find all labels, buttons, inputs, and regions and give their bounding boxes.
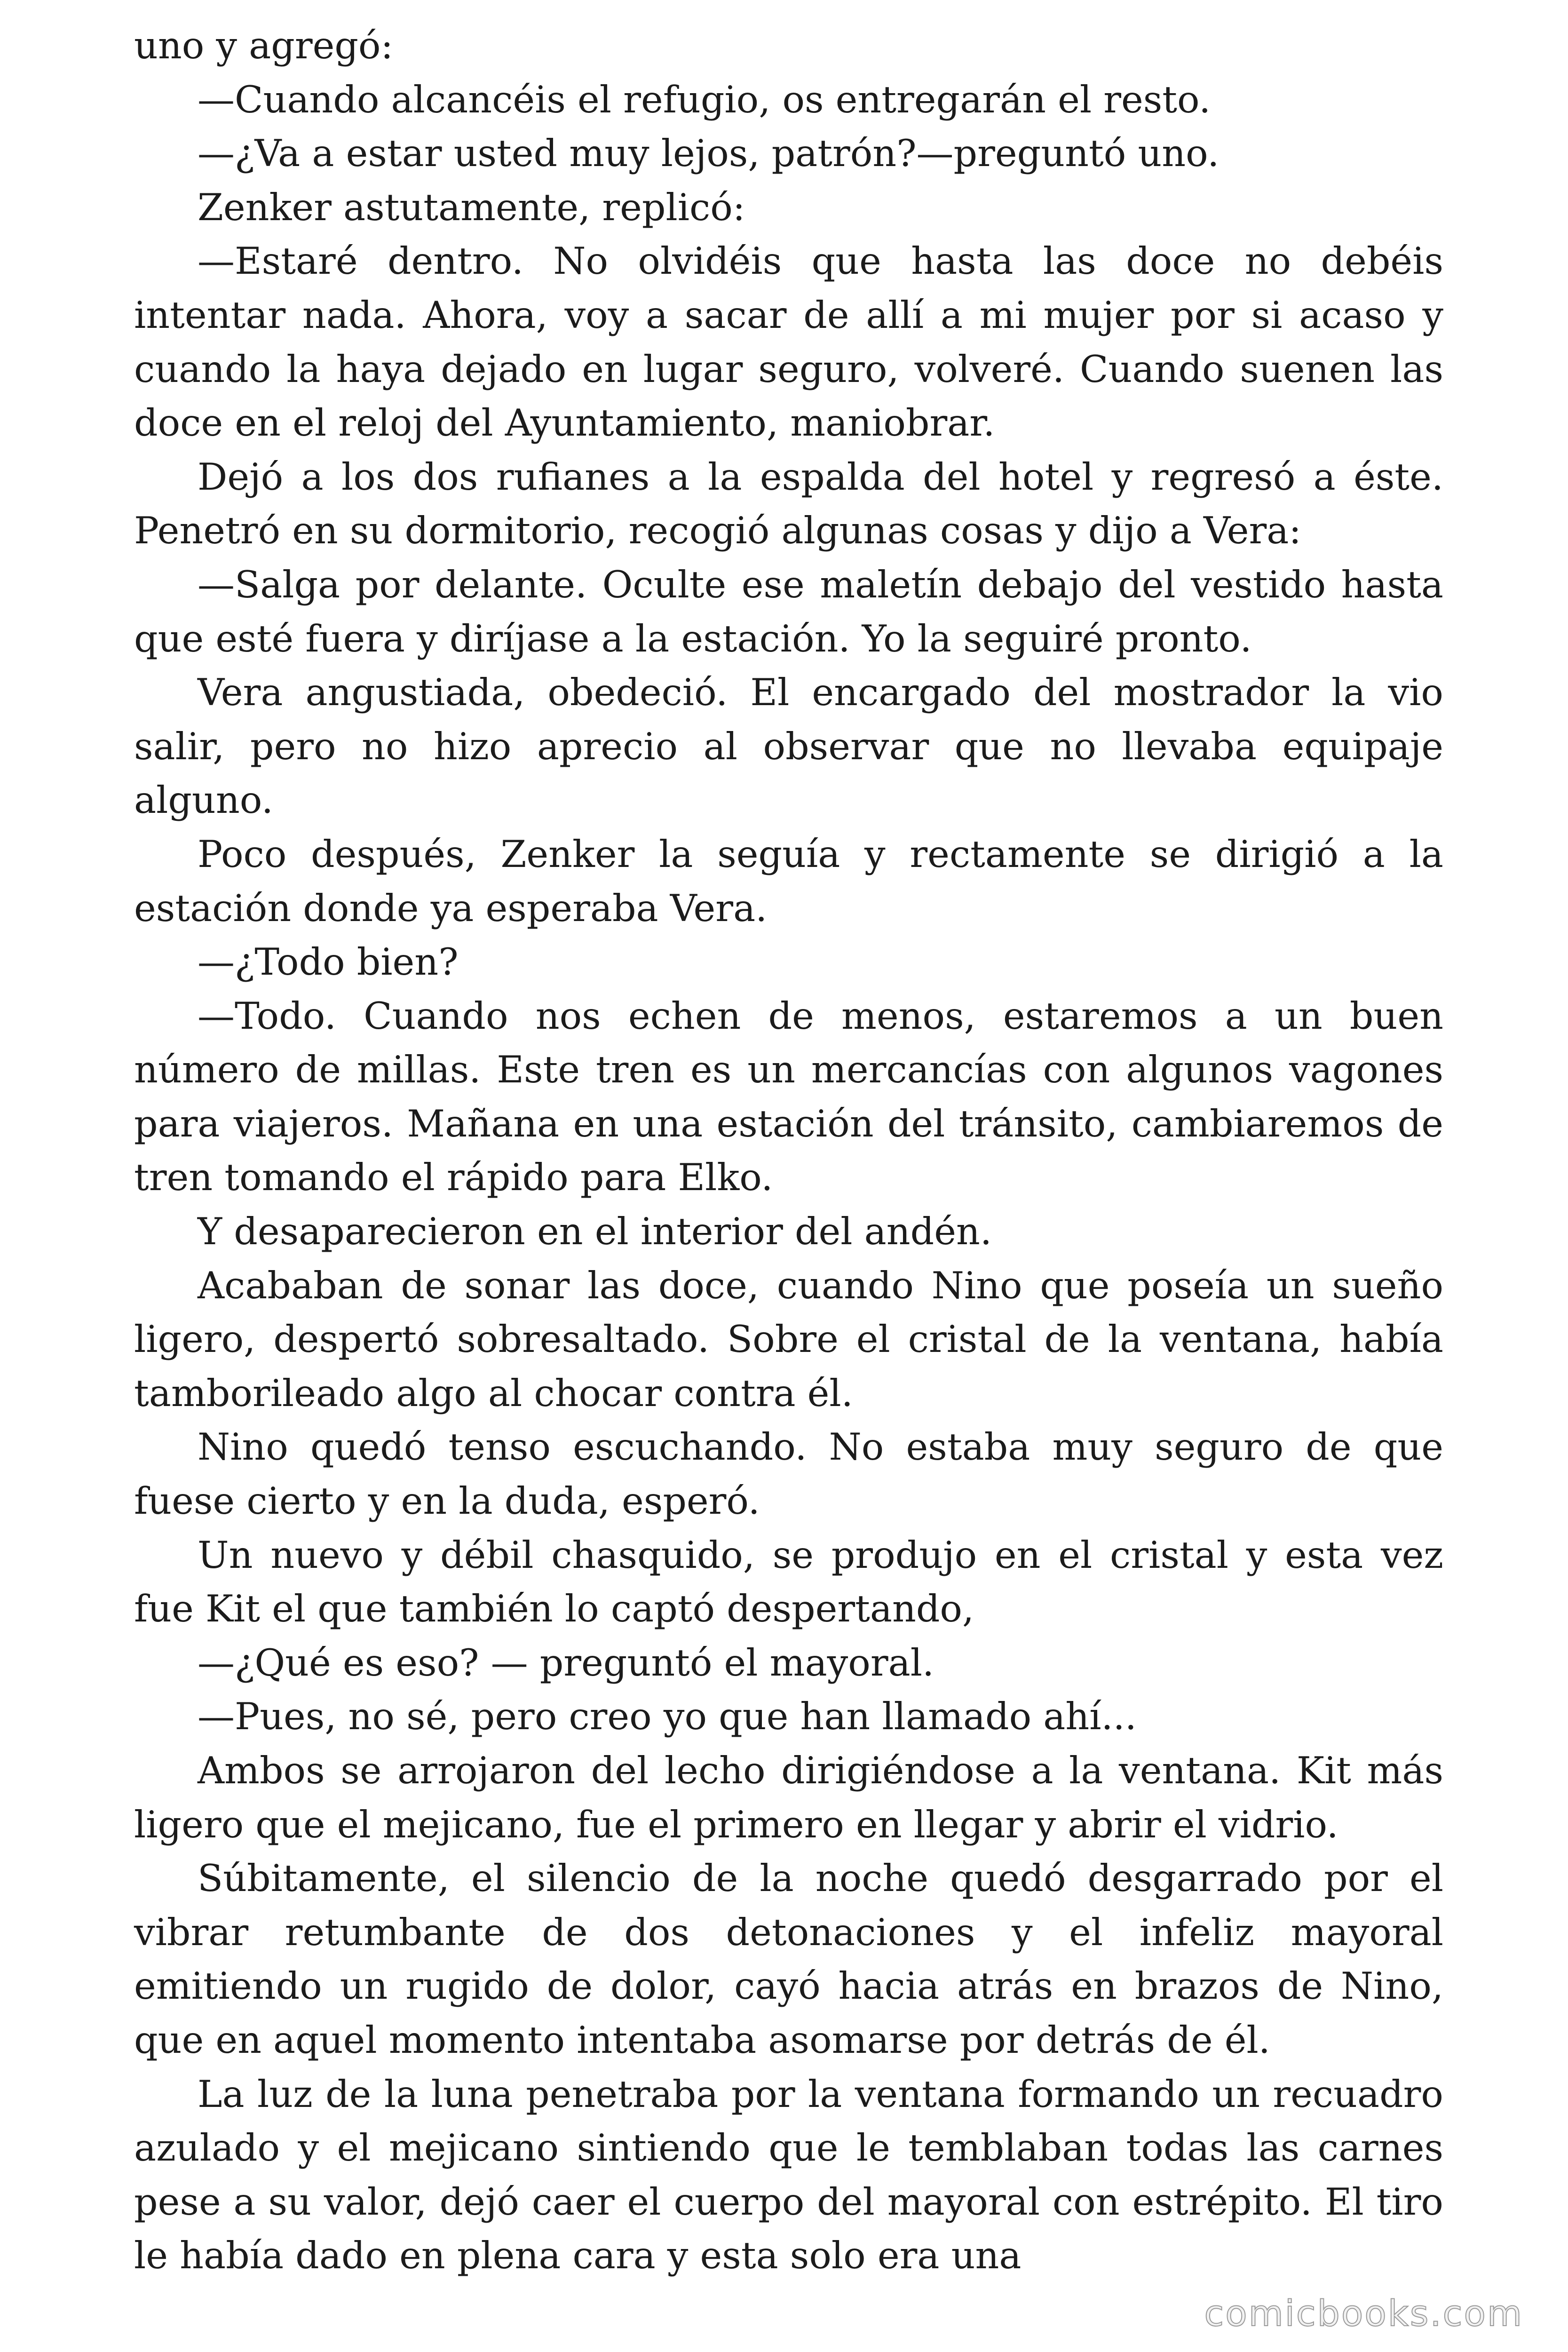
paragraph: —Pues, no sé, pero creo yo que han llamado ahí... [198,1695,1137,1739]
paragraph: —¿Va a estar usted muy lejos, patrón?—preguntó uno. [198,132,1220,175]
paragraph: Poco después, Zenker la seguía y rectamente se dirigió a la estación donde ya esperaba Vera. [134,832,1443,930]
paragraph: La luz de la luna penetraba por la ventana formando un recuadro azulado y el mejicano sintiendo que le temblaban todas las carnes pese a su valor, dejó caer el cuerpo del mayoral con estrépito. El tiro le había dado en plena cara y esta solo era una [134,2072,1443,2278]
paragraph: —¿Todo bien? [198,940,459,984]
paragraph: —Cuando alcancéis el refugio, os entregarán el resto. [198,78,1211,121]
paragraph: —Estaré dentro. No olvidéis que hasta las doce no debéis intentar nada. Ahora, voy a sacar de allí a mi mujer por si acaso y cuando la haya dejado en lugar seguro, volveré. Cuando suenen las doce en el reloj del Ayuntamiento, maniobrar. [134,239,1443,445]
paragraph: Un nuevo y débil chasquido, se produjo en el cristal y esta vez fue Kit el que también lo captó despertando, [134,1533,1443,1631]
book-page [134,19,1443,2283]
paragraph: Zenker astutamente, replicó: [198,185,745,229]
paragraph: Ambos se arrojaron del lecho dirigiéndose a la ventana. Kit más ligero que el mejicano, fue el primero en llegar y abrir el vidrio. [134,1749,1443,1846]
paragraph: Y desaparecieron en el interior del andén. [198,1210,992,1254]
watermark: comicbooks.com [1204,2292,1523,2334]
paragraph: Acababan de sonar las doce, cuando Nino que poseía un sueño ligero, despertó sobresaltado. Sobre el cristal de la ventana, había tamborileado algo al chocar contra él. [134,1263,1443,1415]
paragraph: Vera angustiada, obedeció. El encargado del mostrador la vio salir, pero no hizo aprecio al observar que no llevaba equipaje alguno. [134,671,1443,822]
paragraph: —¿Qué es eso? — preguntó el mayoral. [198,1641,934,1685]
paragraph: —Salga por delante. Oculte ese maletín debajo del vestido hasta que esté fuera y diríjase a la estación. Yo la seguiré pronto. [134,563,1443,660]
paragraph: Nino quedó tenso escuchando. No estaba muy seguro de que fuese cierto y en la duda, esperó. [134,1425,1443,1523]
paragraph: uno y agregó: [134,24,394,67]
paragraph: Súbitamente, el silencio de la noche quedó desgarrado por el vibrar retumbante de dos detonaciones y el infeliz mayoral emitiendo un rugido de dolor, cayó hacia atrás en brazos de Nino, que en aquel momento intentaba asomarse por detrás de él. [134,1857,1443,2062]
paragraph: Dejó a los dos rufianes a la espalda del hotel y regresó a éste. Penetró en su dormitorio, recogió algunas cosas y dijo a Vera: [134,455,1443,553]
paragraph: —Todo. Cuando nos echen de menos, estaremos a un buen número de millas. Este tren es un mercancías con algunos vagones para viajeros. Mañana en una estación del tránsito, cambiaremos de tren tomando el rápido para Elko. [134,994,1443,1200]
